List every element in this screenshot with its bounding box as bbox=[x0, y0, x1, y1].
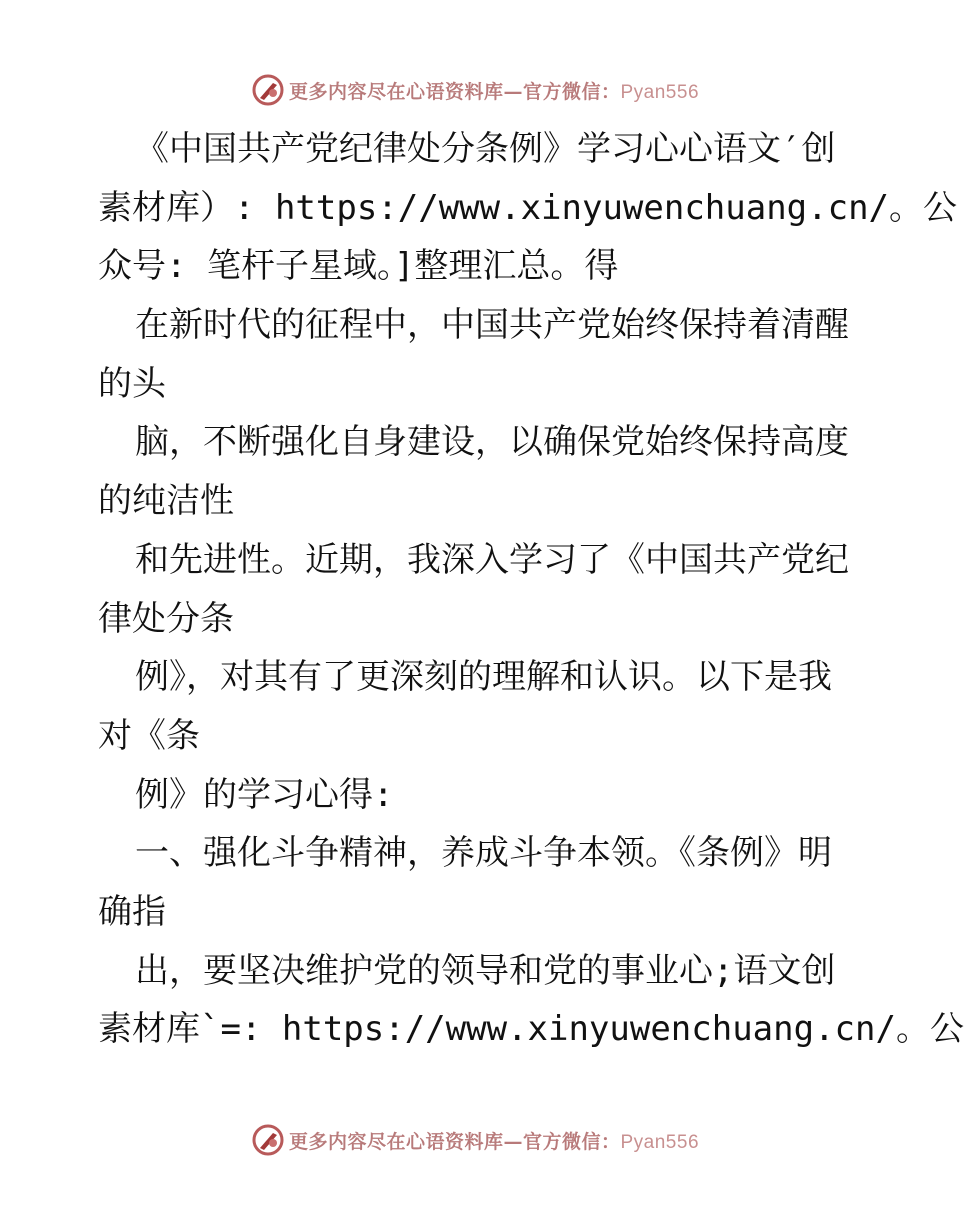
text-line: 素材库）: https://www.xinyuwenchuang.cn/。公 bbox=[98, 187, 958, 228]
text-line: 对《条 bbox=[98, 715, 200, 756]
document-body bbox=[98, 120, 964, 1059]
text-line: 素材库`=: https://www.xinyuwenchuang.cn/。公 bbox=[98, 1009, 964, 1050]
text-line: 的头 bbox=[98, 363, 166, 404]
text-line: 一、强化斗争精神，养成斗争本领。《条例》明 bbox=[135, 833, 832, 874]
quill-seal-icon bbox=[251, 73, 285, 107]
text-line: 例》的学习心得: bbox=[135, 774, 394, 815]
text-line: 确指 bbox=[98, 891, 166, 932]
text-line: 律处分条 bbox=[98, 598, 234, 639]
text-line: 《中国共产党纪律处分条例》学习心心语文′创 bbox=[135, 129, 836, 169]
text-line: 和先进性。近期，我深入学习了《中国共产党纪 bbox=[135, 539, 849, 580]
header-watermark bbox=[0, 70, 950, 110]
footer-watermark bbox=[0, 1120, 950, 1160]
text-line: 例》，对其有了更深刻的理解和认识。以下是我 bbox=[135, 657, 832, 698]
text-line: 出，要坚决维护党的领导和党的事业心;语文创 bbox=[135, 950, 836, 991]
text-line: 众号: 笔杆子星域。]整理汇总。得 bbox=[98, 246, 619, 287]
watermark-text: 更多内容尽在心语资料库—官方微信：Pyan556 bbox=[288, 80, 700, 103]
watermark-text: 更多内容尽在心语资料库—官方微信：Pyan556 bbox=[288, 1130, 700, 1153]
text-line: 脑，不断强化自身建设，以确保党始终保持高度 bbox=[135, 422, 849, 463]
quill-seal-icon bbox=[251, 1123, 285, 1157]
text-line: 在新时代的征程中，中国共产党始终保持着清醒 bbox=[135, 305, 849, 346]
text-line: 的纯洁性 bbox=[98, 481, 234, 522]
